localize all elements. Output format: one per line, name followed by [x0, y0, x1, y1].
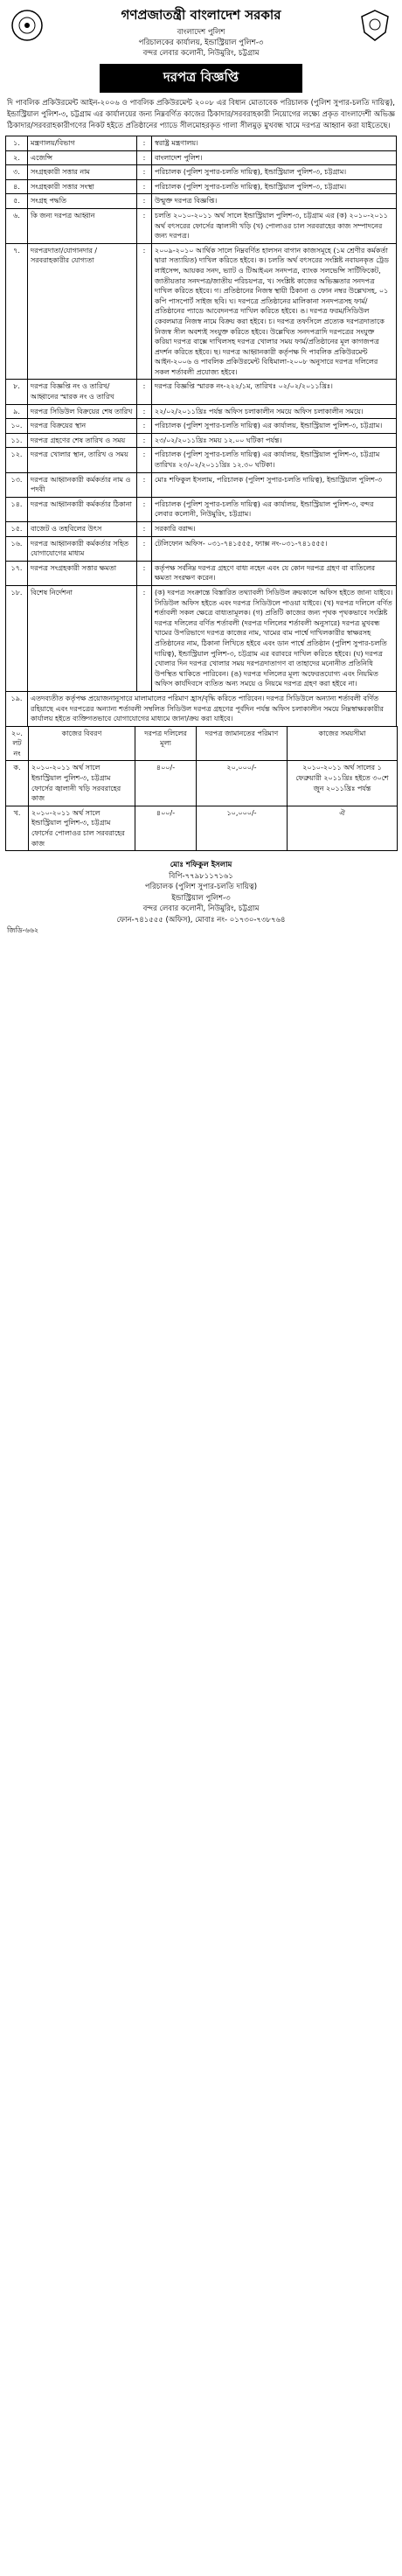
row-colon: :	[137, 561, 152, 585]
lot-number: খ.	[6, 806, 29, 850]
row-value: এতদব্যতীত কর্তৃপক্ষ প্রয়োজনানুসারে মালামালের পরিমাণ হ্রাস/বৃদ্ধি করিতে পারিবেন। দরপত্র সিডিউলে অন্যান্য শর্তাবলী বর্ণিত রহিয়াছে এবং দরপত্রের অন্যান্য শর্তাবলী সম্বলিত সিডিউল দরপত্র গ্রহণের পূর্বদিন পর্যন্ত অফিস চলাকালীন সময়ে নিম্নস্বাক্ষরকারীর কার্যালয় হইতে ব্যক্তিগতভাবে যোগাযোগের মাধ্যমে জানা/ক্রয় করা যাইবে।	[28, 691, 397, 726]
lot-description: ২০১০-২০১১ অর্থ সালে ইন্ডাস্ট্রিয়াল পুলিশ-৩, চট্টগ্রাম ফোর্সের পোলাওর চাল সরবরাহের কাজ	[29, 806, 135, 850]
row-colon: :	[137, 433, 152, 448]
info-row	[6, 380, 397, 404]
row-value: পরিচালক (পুলিশ সুপার-চলতি দায়িত্ব), ইন্ডাস্ট্রিয়াল পুলিশ-৩, চট্টগ্রাম।	[152, 179, 397, 194]
row-value: দরপত্র বিজ্ঞপ্তি স্মারক নং-২২২/১ম, তারিখঃ ০২/০২/২০১১খ্রিঃ।	[152, 380, 397, 404]
row-colon: :	[137, 472, 152, 497]
row-value: ২৩/০২/২০১১খ্রিঃ সময় ১২.০০ ঘটিকা পর্যন্ত।	[152, 433, 397, 448]
header-line: পরিচালকের কার্যালয়, ইন্ডাস্ট্রিয়াল পুলিশ-৩	[138, 38, 264, 47]
row-colon: :	[137, 419, 152, 434]
lots-table	[5, 726, 398, 852]
info-row	[6, 522, 397, 537]
row-label: এজেন্সি	[28, 150, 137, 165]
row-colon: :	[137, 536, 152, 561]
lot-price: ৪০০/-	[135, 761, 197, 806]
info-row	[6, 404, 397, 419]
row-label: দরপত্র গ্রহণের শেষ তারিখ ও সময়	[28, 433, 137, 448]
row-label: মন্ত্রণালয়/বিভাগ	[28, 136, 137, 151]
row-number: ৯.	[6, 404, 28, 419]
signature-block	[5, 860, 397, 925]
row-label: বাজেট ও তহবিলের উৎস	[28, 522, 137, 537]
info-row	[6, 497, 397, 521]
row-label: দরপত্র আহ্বানকারী কর্মকর্তার সহিত যোগাযোগের মাধ্যম	[28, 536, 137, 561]
row-colon: :	[137, 243, 152, 380]
row-number: ৭.	[6, 243, 28, 380]
row-value: উন্মুক্ত দরপত্র বিজ্ঞপ্তি।	[152, 194, 397, 209]
lot-number: ক.	[6, 761, 29, 806]
lot-description: ২০১০-২০১১ অর্থ সালে ইন্ডাস্ট্রিয়াল পুলিশ-৩, চট্টগ্রাম ফোর্সের জ্বালানী খড়ি সরবরাহের কাজ	[29, 761, 135, 806]
row-number: ১.	[6, 136, 28, 151]
row-number: ১৫.	[6, 522, 28, 537]
info-row	[6, 208, 397, 243]
row-value: সরকারি বরাদ্দ।	[152, 522, 397, 537]
lot-price: ৪০০/-	[135, 806, 197, 850]
footer-code: জিডি-৬৬২	[7, 926, 39, 935]
notice-banner: দরপত্র বিজ্ঞপ্তি	[100, 64, 302, 93]
lots-header-cell: কাজের বিবরণ	[29, 726, 135, 761]
row-number: ১১.	[6, 433, 28, 448]
row-number: ১৪.	[6, 497, 28, 521]
lot-row	[6, 761, 398, 806]
row-number: ২.	[6, 150, 28, 165]
info-row	[6, 585, 397, 691]
info-row	[6, 433, 397, 448]
lot-period: ২০১০-২০১১ অর্থ সালের ১ ফেব্রুয়ারী ২০১১খ্রিঃ হইতে ৩০শে জুন ২০১১খ্রিঃ পর্যন্ত	[288, 761, 398, 806]
signature-line: ইন্ডাস্ট্রিয়াল পুলিশ-৩	[171, 893, 231, 903]
row-number: ৬.	[6, 208, 28, 243]
row-colon: :	[137, 404, 152, 419]
info-row	[6, 536, 397, 561]
row-colon: :	[137, 165, 152, 180]
info-row	[6, 179, 397, 194]
row-colon: :	[137, 448, 152, 472]
row-label: সংগ্রহ পদ্ধতি	[28, 194, 137, 209]
info-row	[6, 561, 397, 585]
row-value: ২০০৯-২০১০ আর্থিক সালে নিম্নবর্ণিত হালসন বাগান কাজসমূহে (১ম শ্রেণীর কর্মকর্তা দ্বারা সত্যায়িত) দাখিল করিতে হইবে। ক। চলতি অর্থ বৎসরের সংশ্লিষ্ট নবায়নকৃত ট্রেড লাইসেন্স, আয়কর সনদ, ভ্যাট ও টিআইএন সনদপত্র, ব্যাংক সলভেন্সি সার্টিফিকেট, জাতীয়তার সনদপত্র/জাতীয় পরিচয়পত্র, খ। সংশ্লিষ্ট কাজের অভিজ্ঞতার সনদপত্র দাখিল করিতে হইবে। গ। প্রতিষ্ঠানের নিজস্ব স্থায়ী ঠিকানা ও ফোন নম্বর উল্লেখসহ, ০১ কপি পাসপোর্ট সাইজ ছবি। ঘ। দরপত্রে প্রতিষ্ঠানের মালিকানা সনদপত্রসহ ফার্ম/প্রতিষ্ঠানের প্যাডে আবেদনপত্র দাখিল করিতে হইবে। ঙ। দরপত্র ফরম/সিডিউল কেবলমাত্র নিজস্ব নামে বিক্রয় করা হইবে। চ। দরপত্র তফসিলে প্রত্যেক দরপত্রদাতাকে নিজস্ব সীল অবশ্যই সংযুক্ত করিতে হইবে। উল্লেখিত সনদপত্রাদি দরপত্রের সংযুক্ত করিয়া দরপত্র বাক্সে দাখিলসহ দরপত্র খোলার সময় ফার্ম/প্রতিষ্ঠানের মূল কাগজপত্র প্রদর্শন করিতে হইবে। ছ। দরপত্র আহ্বানকারী কর্তৃপক্ষ দি পাবলিক প্রকিউরমেন্ট আইন-২০০৬ ও পাবলিক প্রকিউরমেন্ট বিধিমালা-২০০৮ অনুসারে দরপত্র দলিলের সকল শর্তাবলী প্রযোজ্য হইবে।	[152, 243, 397, 380]
signature-line: বিপি-৭৭৯৮১১৭১৬১	[169, 871, 233, 881]
row-number: ৫.	[6, 194, 28, 209]
signature-line: বন্দর লেবার কলোনী, নিউমুরিং, চট্টগ্রাম	[142, 904, 260, 914]
lots-header-cell: দরপত্র দলিলের মূল্য	[135, 726, 197, 761]
row-label: দরপত্র সিডিউল বিক্রয়ের শেষ তারিখ	[28, 404, 137, 419]
row-number: ১৭.	[6, 561, 28, 585]
row-value: চলতি ২০১০-২০১১ অর্থ সালে ইন্ডাস্ট্রিয়াল পুলিশ-৩, চট্টগ্রাম এর (ক) ২০১০-২০১১ অর্থ বৎসরের ফোর্সের জ্বালানী খড়ি (খ) পোলাওর চাল সরবরাহের কাজ সম্পাদনের জন্য দরপত্র।	[152, 208, 397, 243]
row-number: ৪.	[6, 179, 28, 194]
intro-paragraph: দি পাবলিক প্রকিউরমেন্ট আইন-২০০৬ ও পাবলিক প্রকিউরমেন্ট ২০০৮ এর বিধান মোতাবেক পরিচালক (পুলিশ সুপার-চলতি দায়িত্ব), ইন্ডাস্ট্রিয়াল পুলিশ-৩, চট্টগ্রাম এর কার্যালয়ের জন্য নিম্নবর্ণিত কাজের ঠিকাদার/সরবরাহকারী নিয়োগের লক্ষ্যে প্রকৃত বাংলাদেশী অভিজ্ঞ ঠিকাদার/সরবরাহকারীগণের নিকট হইতে প্রতিষ্ঠানের প্যাডে সীলমোহরকৃত গালা সীলমুড় মুখবন্ধ খামে দরপত্র আহ্বান করা যাইতেছে।	[7, 99, 395, 130]
info-row	[6, 448, 397, 472]
row-number: ১০.	[6, 419, 28, 434]
row-colon: :	[137, 150, 152, 165]
row-number: ৩.	[6, 165, 28, 180]
row-label: দরপত্র সংগ্রহকারী সত্তার ক্ষমতা	[28, 561, 137, 585]
lot-row	[6, 806, 398, 850]
header	[5, 5, 397, 59]
row-label: দরপত্র খোলার স্থান, তারিখ ও সময়	[28, 448, 137, 472]
row-colon: :	[137, 208, 152, 243]
signature-line: ফোন-৭৪১৫৫৫ (অফিস), মোবাঃ নং- ০১৭৩০-৭৩৮৭৬৪	[116, 915, 286, 925]
row-colon: :	[137, 179, 152, 194]
row-value: (ক) দরপত্র সংক্রান্তে বিস্তারিত তথ্যাবলী সিডিউল ক্রয়কালে অফিস হইতে জানা যাইবে। সিডিউল অফিস হইতে এবং দরপত্র সিডিউলে পাওয়া যাইবে। (খ) দরপত্র দলিলে বর্ণিত শর্তাবলী সকল ক্ষেত্রে বাধ্যতামূলক। (গ) প্রতিটি কাজের জন্য পৃথক পৃথকভাবে সংশ্লিষ্ট দরপত্র দলিলের বর্ণিত শর্তাবলী (দরপত্র দলিলের শর্তাবলী অনুসারে) দরপত্র মুখবন্ধ খামের উপরিভাগে দরপত্র কাজের নাম, খামের বাম পার্শ্বে দাখিলকারীর স্বাক্ষরসহ প্রতিষ্ঠানের নাম, ঠিকানা লিখিতে হইবে এবং ডান পার্শ্বে প্রতিষ্ঠান (পুলিশ সুপার-চলতি দায়িত্ব), ইন্ডাস্ট্রিয়াল পুলিশ-৩, চট্টগ্রাম এর বরাবরে দাখিল করিতে হইবে। (ঘ) দরপত্র খোলার দিন দরপত্র খোলার সময় দরপত্রদাতাগণ বা তাহাদের মনোনীত প্রতিনিধি উপস্থিত থাকিতে পারিবেন। (ঙ) দরপত্র দলিলের মূল্য অফেরতযোগ্য এবং নিয়মিত অফিস কার্যদিবসে ব্যতিত অন্য সময়ে ও নিয়মে দরপত্র গ্রহণ করা হইবে না।	[152, 585, 397, 691]
row-value: মোঃ শফিকুল ইসলাম, পরিচালক (পুলিশ সুপার-চলতি দায়িত্ব), ইন্ডাস্ট্রিয়াল পুলিশ-৩	[152, 472, 397, 497]
row-label: দরপত্র বিক্রয়ের স্থান	[28, 419, 137, 434]
info-row	[6, 691, 397, 726]
lots-header-row	[6, 726, 398, 761]
header-line: বাংলাদেশ পুলিশ	[177, 28, 225, 37]
row-label: দরপত্রদাতা/যোগানদার /সরবরাহকারীর যোগ্যতা	[28, 243, 137, 380]
gov-emblem-icon	[10, 9, 44, 42]
info-table	[5, 136, 397, 727]
info-row	[6, 150, 397, 165]
row-label: দরপত্র আহ্বানকারী কর্মকর্তার ঠিকানা	[28, 497, 137, 521]
row-value: টেলিফোন অফিস- ০৩১-৭৪১৫৫৫, ফ্যাক্স নং-০৩১-৭৪১৫৫৫।	[152, 536, 397, 561]
row-number: ১৮.	[6, 585, 28, 691]
info-row	[6, 419, 397, 434]
info-row	[6, 194, 397, 209]
lots-header-cell: কাজের সময়সীমা	[288, 726, 398, 761]
row-number: ১৩.	[6, 472, 28, 497]
row-value: স্বরাষ্ট্র মন্ত্রণালয়।	[152, 136, 397, 151]
row-label: কি জন্য দরপত্র আহ্বান	[28, 208, 137, 243]
lots-header-cell: দরপত্র জামানতের পরিমাণ	[197, 726, 288, 761]
lot-period: ঐ	[288, 806, 398, 850]
row-value: পরিচালক (পুলিশ সুপার-চলতি দায়িত্ব) এর কার্যালয়, ইন্ডাস্ট্রিয়াল পুলিশ-৩, চট্টগ্রাম।	[152, 419, 397, 434]
police-emblem-icon	[358, 9, 392, 42]
header-line: বন্দর লেবার কলোনী, নিউমুরিং, চট্টগ্রাম	[142, 49, 260, 58]
info-row	[6, 136, 397, 151]
row-value: ২২/০২/২০১১খ্রিঃ পর্যন্ত অফিস চলাকালীন সময়ে অফিস চলাকালীন সময়ে।	[152, 404, 397, 419]
row-label: দরপত্র বিজ্ঞপ্তি নং ও তারিখ/আহ্বানের স্মারক নং ও তারিখ	[28, 380, 137, 404]
row-colon: :	[137, 522, 152, 537]
row-number: ১৬.	[6, 536, 28, 561]
row-value: পরিচালক (পুলিশ সুপার-চলতি দায়িত্ব), ইন্ডাস্ট্রিয়াল পুলিশ-৩, চট্টগ্রাম।	[152, 165, 397, 180]
signature-line: পরিচালক (পুলিশ সুপার-চলতি দায়িত্ব)	[144, 883, 258, 892]
row-colon: :	[137, 136, 152, 151]
row-label: দরপত্র আহ্বানকারী কর্মকর্তার নাম ও পদবী	[28, 472, 137, 497]
row-value: পরিচালক (পুলিশ সুপার-চলতি দায়িত্ব) এর কার্যালয়, ইন্ডাস্ট্রিয়াল পুলিশ-৩, চট্টগ্রাম তারিখঃ ২৩/০২/২০১১খ্রিঃ ১২.৩০ ঘটিকা।	[152, 448, 397, 472]
row-colon: :	[137, 380, 152, 404]
row-colon: :	[137, 497, 152, 521]
row-value: কর্তৃপক্ষ সর্বনিম্ন দরপত্র গ্রহণে বাধ্য নহেন এবং যে কোন দরপত্র গ্রহণ বা বাতিলের ক্ষমতা সংরক্ষণ করেন।	[152, 561, 397, 585]
info-row	[6, 165, 397, 180]
row-colon: :	[137, 585, 152, 691]
row-value: বাংলাদেশ পুলিশ।	[152, 150, 397, 165]
row-colon: :	[137, 194, 152, 209]
row-label: সংগ্রহকারী সত্তার নাম	[28, 165, 137, 180]
row-value: পরিচালক (পুলিশ সুপার-চলতি দায়িত্ব) এর কার্যালয়, ইন্ডাস্ট্রিয়াল পুলিশ-৩, বন্দর লেবার কলোনী, নিউমুরিং, চট্টগ্রাম।	[152, 497, 397, 521]
signatory-name: মোঃ শফিকুল ইসলাম	[170, 861, 232, 870]
row-number: ১৯.	[6, 691, 28, 726]
lot-security: ১০,০০০/-	[197, 806, 288, 850]
row-label: সংগ্রহকারী সত্তার সংস্থা	[28, 179, 137, 194]
header-title: গণপ্রজাতন্ত্রী বাংলাদেশ সরকার	[121, 7, 281, 23]
info-row	[6, 243, 397, 380]
row-label: বিশেষ নির্দেশনা	[28, 585, 137, 691]
info-row	[6, 472, 397, 497]
lots-header-cell: ২০. লট নং	[6, 726, 29, 761]
tender-notice	[5, 3, 397, 935]
row-number: ৮.	[6, 380, 28, 404]
row-number: ১২.	[6, 448, 28, 472]
lot-security: ২০,০০০/-	[197, 761, 288, 806]
